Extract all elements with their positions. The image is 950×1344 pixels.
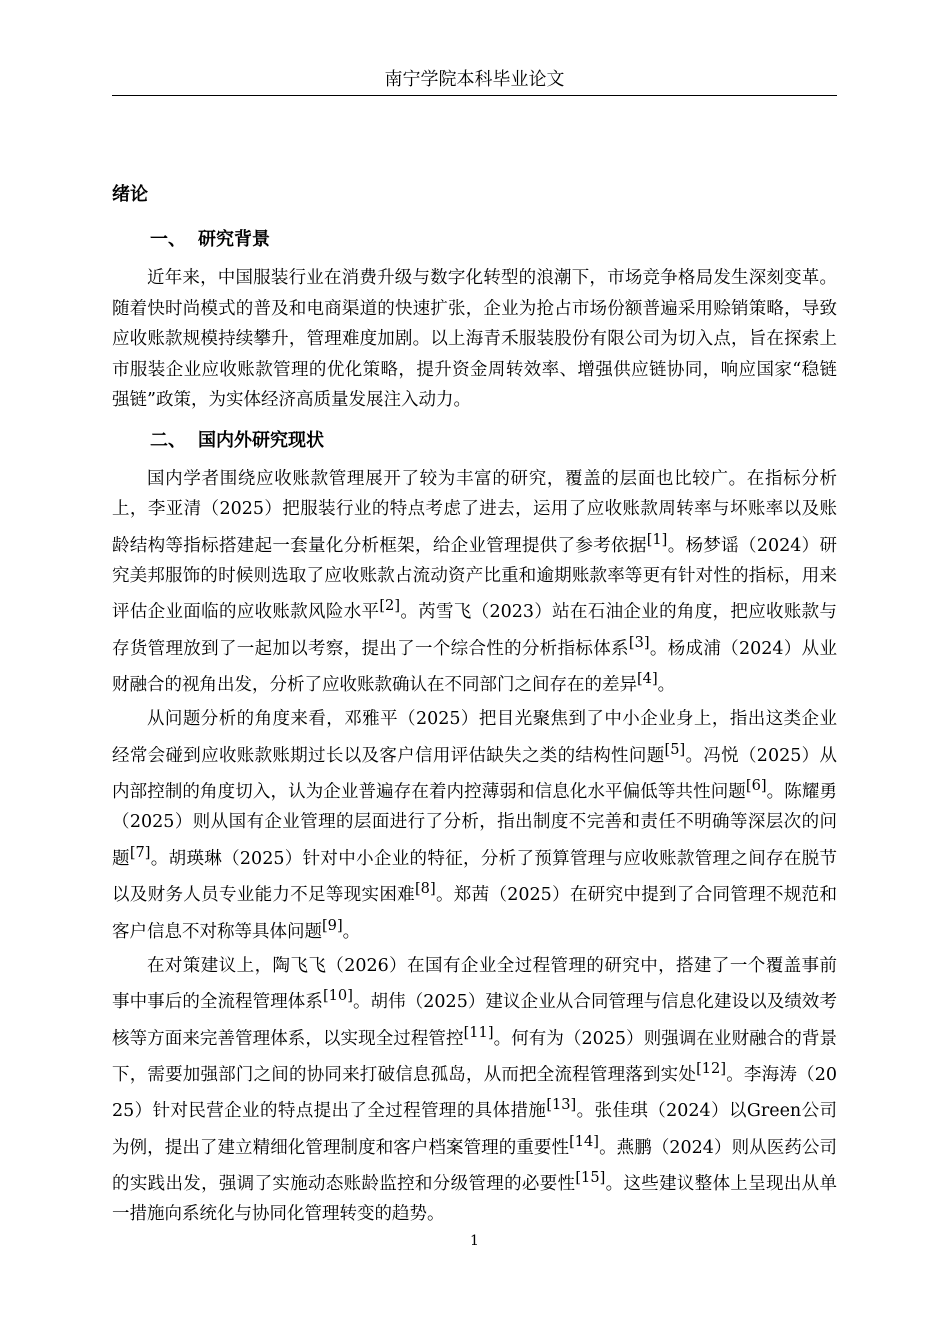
paragraph-text: 。芮雪飞（2023）站在石油企业的角度，把应收账款与存货管理放到了一起加以考察，提出了一个综合性的分析指标体系 <box>112 602 837 659</box>
citation-ref: [13] <box>546 1096 577 1114</box>
paragraph-text: 。胡伟（2025）建议企业从合同管理与信息化建设以及绩效考核等方面来完善管理体系，以实现全过程管控 <box>112 992 837 1049</box>
citation-ref: [6] <box>745 777 767 795</box>
paragraph <box>112 464 837 701</box>
paragraph-text: 。张佳琪（2024）以Green公司为例，提出了建立精细化管理制度和客户档案管理的重要性 <box>112 1101 837 1158</box>
citation-ref: [3] <box>628 633 650 651</box>
paragraph-text: 。李海涛（2025）针对民营企业的特点提出了全过程管理的具体措施 <box>112 1064 837 1122</box>
paragraph <box>112 263 837 416</box>
section-number: 二、 <box>150 429 186 451</box>
section-heading-text: 国内外研究现状 <box>198 429 324 451</box>
document-body <box>112 180 837 1234</box>
citation-ref: [14] <box>569 1132 599 1150</box>
citation-ref: [10] <box>322 987 353 1005</box>
citation-ref: [8] <box>415 880 436 898</box>
paragraph-text: 。冯悦（2025）从内部控制的角度切入，认为企业普遍存在着内控薄弱和信息化水平偏低等共性问题 <box>112 745 837 802</box>
paragraph-text: 。燕鹏（2024）则从医药公司的实践出发，强调了实施动态账龄监控和分级管理的必要性 <box>112 1137 837 1194</box>
citation-ref: [11] <box>463 1023 494 1041</box>
paragraph-text: 。陈耀勇（2025）则从国有企业管理的层面进行了分析，指出制度不完善和责任不明确等深层次的问题 <box>112 781 837 869</box>
paragraph-text: 。杨梦谣（2024）研究美邦服饰的时候则选取了应收账款占流动资产比重和逾期账款率等更有针对性的指标，用来评估企业面临的应收账款风险水平 <box>112 535 837 623</box>
header-rule <box>112 95 837 96</box>
citation-ref: [7] <box>129 843 151 861</box>
paragraph-text: 。 <box>657 674 676 695</box>
citation-ref: [5] <box>664 740 686 758</box>
paragraph <box>112 951 837 1230</box>
paragraph-text: 。胡瑛琳（2025）针对中小企业的特征，分析了预算管理与应收账款管理之间存在脱节以及财务人员专业能力不足等现实困难 <box>112 848 837 906</box>
citation-ref: [1] <box>646 530 668 548</box>
citation-ref: [12] <box>696 1060 727 1078</box>
paragraph-text: 。郑茜（2025）在研究中提到了合同管理不规范和客户信息不对称等具体问题 <box>112 885 837 942</box>
paragraph <box>112 704 837 947</box>
paragraph-text: 国内学者围绕应收账款管理展开了较为丰富的研究，覆盖的层面也比较广。在指标分析上，李亚清（2025）把服装行业的特点考虑了进去，运用了应收账款周转率与坏账率以及账龄结构等指标搭建起一套量化分析框架，给企业管理提供了参考依据 <box>112 468 837 556</box>
paragraph-text: 。杨成浦（2024）从业财融合的视角出发，分析了应收账款确认在不同部门之间存在的差异 <box>112 638 837 695</box>
citation-ref: [2] <box>379 597 401 615</box>
section-number: 一、 <box>150 229 186 250</box>
chapter-title: 绪论 <box>112 184 148 205</box>
paragraph-text: 。 <box>342 921 361 942</box>
paragraph-text: 。何有为（2025）则强调在业财融合的背景下，需要加强部门之间的协同来打破信息孤岛，从而把全流程管理落到实处 <box>112 1028 837 1085</box>
citation-ref: [9] <box>322 916 343 934</box>
paragraph-text: 。这些建议整体上呈现出从单一措施向系统化与协同化管理转变的趋势。 <box>112 1173 837 1225</box>
page-header: 南宁学院本科毕业论文 <box>384 69 565 90</box>
citation-ref: [15] <box>575 1169 606 1187</box>
section-heading-literature <box>112 426 837 456</box>
citation-ref: [4] <box>637 669 658 687</box>
paragraph-text: 近年来，中国服装行业在消费升级与数字化转型的浪潮下，市场竞争格局发生深刻变革。随着快时尚模式的普及和电商渠道的快速扩张，企业为抢占市场份额普遍采用赊销策略，导致应收账款规模持续攀升，管理难度加剧。以上海青禾服装股份有限公司为切入点，旨在探索上市服装企业应收账款管理的优化策略，提升资金周转效率、增强供应链协同，响应国家“稳链强链”政策，为实体经济高质量发展注入动力。 <box>112 268 837 410</box>
section-heading-text: 研究背景 <box>198 229 270 250</box>
paragraph-text: 从问题分析的角度来看，邓雅平（2025）把目光聚焦到了中小企业身上，指出这类企业经常会碰到应收账款账期过长以及客户信用评估缺失之类的结构性问题 <box>112 709 837 766</box>
section-heading-background <box>112 225 837 255</box>
paragraph-text: 在对策建议上，陶飞飞（2026）在国有企业全过程管理的研究中，搭建了一个覆盖事前事中事后的全流程管理体系 <box>112 955 837 1013</box>
page-number: 1 <box>470 1233 479 1249</box>
